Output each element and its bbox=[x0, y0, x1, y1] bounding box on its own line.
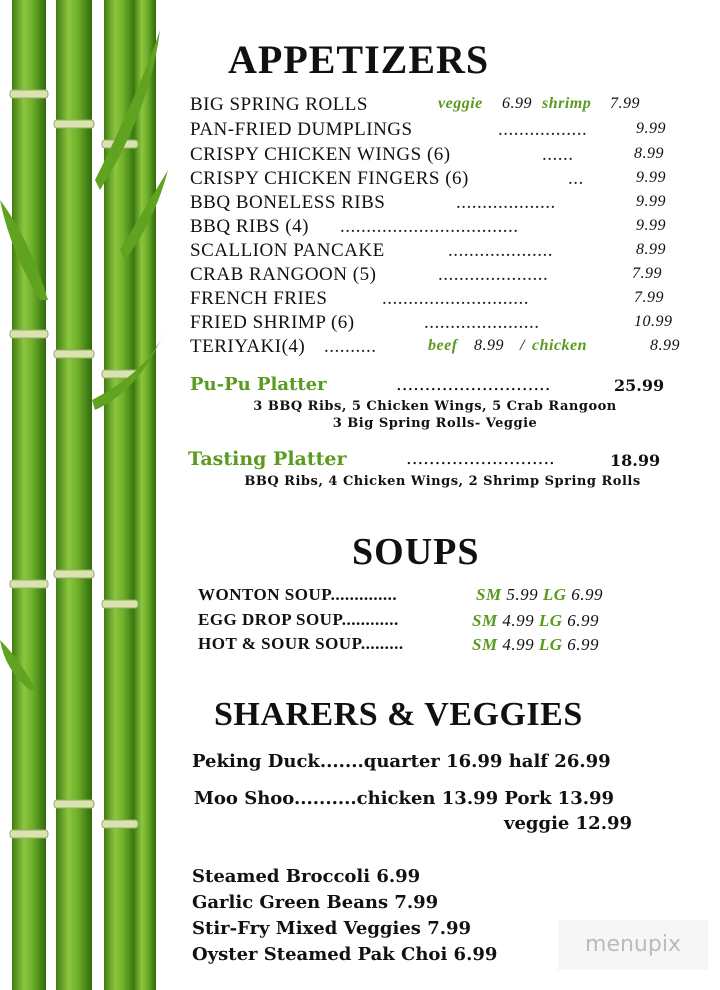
soup-item bbox=[198, 585, 397, 605]
watermark: menupix bbox=[558, 920, 708, 970]
menu-item bbox=[190, 119, 690, 143]
item-price: 7.99 bbox=[634, 289, 664, 306]
item-price: 6.99 bbox=[502, 95, 532, 112]
size-label: LG bbox=[542, 585, 567, 604]
leader-dots: .................... bbox=[448, 240, 553, 261]
leader-dots: ......... bbox=[360, 634, 404, 653]
menu-item bbox=[190, 144, 690, 168]
leader-dots: ................. bbox=[498, 119, 588, 140]
item-price: 9.99 bbox=[636, 169, 666, 186]
soup-prices bbox=[472, 635, 599, 655]
item-price: 8.99 bbox=[474, 337, 504, 354]
menu-item bbox=[190, 192, 690, 216]
platter-price: 18.99 bbox=[610, 451, 661, 470]
soup-item bbox=[198, 610, 399, 630]
option-label: shrimp bbox=[542, 95, 592, 112]
menu-item bbox=[190, 168, 690, 192]
menu-item bbox=[190, 312, 690, 336]
platter-price: 25.99 bbox=[614, 376, 665, 395]
sharer-item: Moo Shoo..........chicken 13.99 Pork 13.99 bbox=[194, 788, 615, 809]
platter-description: BBQ Ribs, 4 Chicken Wings, 2 Shrimp Spring Rolls bbox=[244, 474, 641, 489]
item-name: BBQ BONELESS RIBS bbox=[190, 192, 386, 213]
item-name: PAN-FRIED DUMPLINGS bbox=[190, 119, 413, 140]
soup-prices bbox=[472, 611, 599, 631]
veggie-item: Garlic Green Beans 7.99 bbox=[192, 892, 439, 913]
size-label: SM bbox=[472, 635, 498, 654]
size-label: LG bbox=[538, 611, 563, 630]
menu-item bbox=[190, 288, 690, 312]
menu-item-teriyaki bbox=[190, 336, 690, 360]
item-name: CRISPY CHICKEN FINGERS (6) bbox=[190, 168, 469, 189]
veggie-item: Steamed Broccoli 6.99 bbox=[192, 866, 421, 887]
soups-heading: SOUPS bbox=[352, 531, 480, 573]
appetizers-heading: APPETIZERS bbox=[228, 37, 490, 82]
leader-dots: ................... bbox=[456, 192, 556, 213]
item-price: 9.99 bbox=[636, 120, 666, 137]
item-name: SCALLION PANCAKE bbox=[190, 240, 385, 261]
item-price: 9.99 bbox=[636, 217, 666, 234]
soup-item bbox=[198, 634, 404, 654]
leader-dots: ............................ bbox=[382, 288, 529, 309]
leader-dots: ........................... bbox=[396, 374, 551, 395]
leader-dots: .......... bbox=[324, 336, 377, 357]
size-label: SM bbox=[472, 611, 498, 630]
soup-prices bbox=[476, 585, 603, 605]
leader-dots: .............. bbox=[330, 585, 398, 604]
item-price: 7.99 bbox=[610, 95, 640, 112]
item-name: HOT & SOUR SOUP bbox=[198, 634, 361, 653]
option-label: veggie bbox=[438, 95, 483, 112]
item-price: 9.99 bbox=[636, 193, 666, 210]
veggie-item: Stir-Fry Mixed Veggies 7.99 bbox=[192, 918, 472, 939]
leader-dots: ..................... bbox=[438, 264, 549, 285]
item-name: CRISPY CHICKEN WINGS (6) bbox=[190, 144, 451, 165]
option-label: beef bbox=[428, 337, 458, 354]
platter-title: Tasting Platter bbox=[188, 448, 347, 470]
item-name: FRIED SHRIMP (6) bbox=[190, 312, 355, 333]
veggie-item: Oyster Steamed Pak Choi 6.99 bbox=[192, 944, 498, 965]
item-price: 5.99 bbox=[506, 585, 539, 604]
size-label: SM bbox=[476, 585, 502, 604]
menu-item bbox=[190, 240, 690, 264]
item-price: 7.99 bbox=[632, 265, 662, 282]
item-name: FRENCH FRIES bbox=[190, 288, 328, 309]
item-price: 8.99 bbox=[634, 145, 664, 162]
item-price: 8.99 bbox=[636, 241, 666, 258]
platter-description: 3 BBQ Ribs, 5 Chicken Wings, 5 Crab Rangoon bbox=[253, 399, 617, 414]
item-name: BIG SPRING ROLLS bbox=[190, 94, 368, 115]
leader-dots: ...... bbox=[542, 144, 574, 165]
sharer-item-continued: veggie 12.99 bbox=[504, 813, 633, 834]
item-name: WONTON SOUP bbox=[198, 585, 331, 604]
leader-dots: .......................... bbox=[406, 448, 555, 469]
item-price: 6.99 bbox=[567, 611, 599, 630]
platter-description: 3 Big Spring Rolls- Veggie bbox=[332, 416, 538, 431]
option-label: chicken bbox=[532, 337, 588, 354]
leader-dots: .................................. bbox=[340, 216, 519, 237]
item-price: 10.99 bbox=[634, 313, 673, 330]
leader-dots: ... bbox=[568, 168, 584, 189]
item-name: TERIYAKI(4) bbox=[190, 336, 306, 357]
menu-item bbox=[190, 264, 690, 288]
item-price: 6.99 bbox=[567, 635, 599, 654]
item-name: BBQ RIBS (4) bbox=[190, 216, 309, 237]
bamboo-illustration bbox=[0, 0, 170, 990]
menu-content bbox=[180, 0, 720, 990]
sharers-heading: SHARERS & VEGGIES bbox=[214, 696, 583, 733]
item-name: CRAB RANGOON (5) bbox=[190, 264, 377, 285]
leader-dots: ............ bbox=[341, 610, 399, 629]
menu-item bbox=[190, 216, 690, 240]
item-name: EGG DROP SOUP bbox=[198, 610, 342, 629]
platter-title: Pu-Pu Platter bbox=[190, 374, 327, 395]
item-price: 4.99 bbox=[502, 611, 535, 630]
size-label: LG bbox=[538, 635, 563, 654]
leader-dots: ...................... bbox=[424, 312, 540, 333]
item-price: 6.99 bbox=[571, 585, 603, 604]
sharer-item: Peking Duck.......quarter 16.99 half 26.99 bbox=[192, 751, 611, 772]
item-price: 4.99 bbox=[502, 635, 535, 654]
separator: / bbox=[520, 337, 525, 354]
menu-item-big-spring-rolls bbox=[190, 94, 690, 118]
item-price: 8.99 bbox=[650, 337, 680, 354]
